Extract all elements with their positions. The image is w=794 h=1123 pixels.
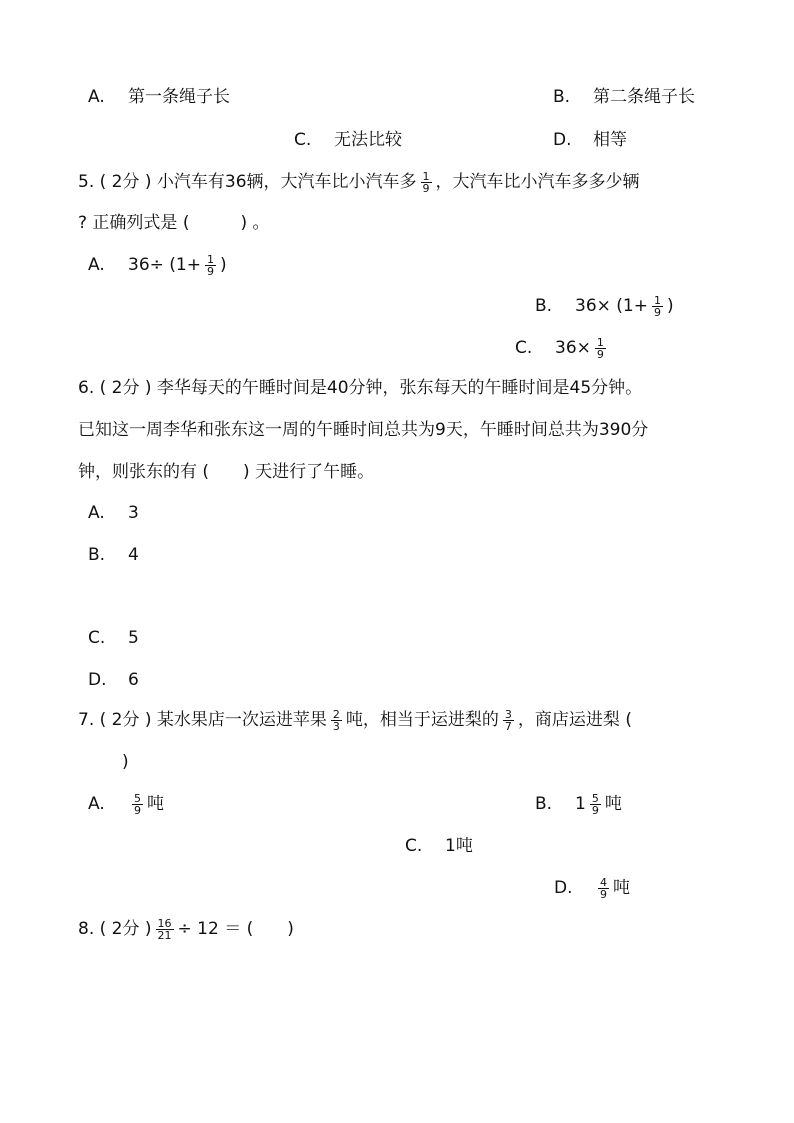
option-expr: 36× (1+ (575, 296, 648, 316)
fraction (205, 254, 216, 277)
option-text: 4 (128, 545, 139, 565)
fraction (595, 337, 606, 360)
q8-stem (78, 917, 294, 941)
option-letter: B. (553, 87, 571, 107)
option-text: 5 (128, 628, 139, 648)
fraction-numerator: 1 (596, 335, 604, 349)
q6-option-d[interactable] (88, 668, 139, 692)
q4-option-d[interactable] (553, 128, 627, 152)
option-letter: D. (554, 878, 573, 898)
option-letter: B. (535, 296, 553, 316)
q6-stem-line3: 钟，则张东的有 ( ) 天进行了午睡。 (78, 462, 375, 482)
q4-option-a[interactable] (88, 85, 230, 109)
option-letter: C. (294, 130, 312, 150)
fraction-denominator: 9 (653, 305, 661, 319)
q8-stem-a: 8. ( 2分 ) (78, 919, 152, 939)
q7-option-c[interactable] (405, 834, 473, 858)
q5-stem-a: 5. ( 2分 ) 小汽车有36辆，大汽车比小汽车多 (78, 172, 417, 192)
q5-stem-b: ，大汽车比小汽车多多少辆 (435, 172, 640, 192)
option-letter: B. (535, 794, 553, 814)
fraction-denominator: 21 (157, 928, 172, 942)
fraction (598, 877, 609, 900)
fraction-denominator: 9 (134, 803, 141, 817)
option-expr: 36× (555, 338, 591, 358)
option-letter: A. (88, 794, 105, 814)
fraction (156, 918, 174, 941)
option-letter: C. (515, 338, 533, 358)
fraction-numerator: 5 (134, 791, 141, 805)
option-text: 6 (128, 670, 139, 690)
option-letter: C. (405, 836, 423, 856)
fraction-denominator: 9 (600, 887, 607, 901)
q6-option-a[interactable] (88, 501, 139, 525)
fraction-denominator: 9 (422, 181, 430, 195)
q7-option-b[interactable] (535, 792, 622, 816)
q4-option-c[interactable] (294, 128, 402, 152)
fraction-denominator: 7 (504, 719, 512, 733)
q7-stem-line1 (78, 708, 632, 732)
q6-stem-line1: 6. ( 2分 ) 李华每天的午睡时间是40分钟，张东每天的午睡时间是45分钟。 (78, 378, 643, 398)
option-text: 第一条绳子长 (128, 87, 230, 107)
fraction-denominator: 9 (591, 803, 599, 817)
q5-option-c[interactable] (515, 336, 610, 360)
option-text: 相等 (593, 130, 627, 150)
fraction-numerator: 16 (157, 916, 172, 930)
fraction (331, 709, 342, 732)
fraction (590, 793, 601, 816)
option-expr-end: ) (219, 255, 227, 275)
option-expr: 36÷ (1+ (128, 255, 201, 275)
option-letter: D. (553, 130, 572, 150)
q7-stem-b: 吨，相当于运进梨的 (345, 710, 499, 730)
option-letter: C. (88, 628, 106, 648)
option-letter: A. (88, 503, 105, 523)
option-text: 1吨 (445, 836, 473, 856)
fraction (132, 793, 143, 816)
option-letter: D. (88, 670, 107, 690)
fraction (421, 171, 432, 194)
q7-option-d[interactable] (554, 876, 630, 900)
option-letter: A. (88, 87, 105, 107)
q5-stem-line2: ? 正确列式是 ( ) 。 (78, 213, 270, 233)
q5-option-a[interactable] (88, 253, 227, 277)
q4-option-b[interactable] (553, 85, 695, 109)
option-unit: 吨 (604, 794, 622, 814)
fraction-numerator: 4 (600, 875, 607, 889)
q8-stem-b: ÷ 12 ＝ ( ) (177, 919, 294, 939)
q6-stem-line2: 已知这一周李华和张东这一周的午睡时间总共为9天，午睡时间总共为390分 (78, 420, 649, 440)
fraction (503, 709, 514, 732)
q5-stem-line1 (78, 170, 640, 194)
q7-stem-line2: ) (122, 752, 129, 772)
option-expr-end: ) (666, 296, 674, 316)
option-letter: B. (88, 545, 106, 565)
fraction-numerator: 1 (653, 293, 661, 307)
q7-option-a[interactable] (88, 792, 164, 816)
q6-option-b[interactable] (88, 543, 139, 567)
option-text: 3 (128, 503, 139, 523)
option-whole: 1 (575, 794, 586, 814)
fraction-numerator: 3 (504, 707, 512, 721)
q5-option-b[interactable] (535, 294, 674, 318)
option-text: 第二条绳子长 (593, 87, 695, 107)
option-text: 无法比较 (334, 130, 402, 150)
fraction-numerator: 1 (206, 252, 214, 266)
fraction-denominator: 9 (206, 264, 214, 278)
q7-stem-a: 7. ( 2分 ) 某水果店一次运进苹果 (78, 710, 327, 730)
option-letter: A. (88, 255, 105, 275)
q6-option-c[interactable] (88, 626, 139, 650)
fraction-numerator: 2 (332, 707, 340, 721)
fraction-numerator: 1 (422, 169, 430, 183)
q7-stem-c: ，商店运进梨 ( (517, 710, 632, 730)
fraction-denominator: 3 (332, 719, 340, 733)
fraction-denominator: 9 (596, 347, 604, 361)
option-unit: 吨 (613, 878, 630, 898)
fraction-numerator: 5 (591, 791, 599, 805)
fraction (652, 295, 663, 318)
option-unit: 吨 (147, 794, 164, 814)
